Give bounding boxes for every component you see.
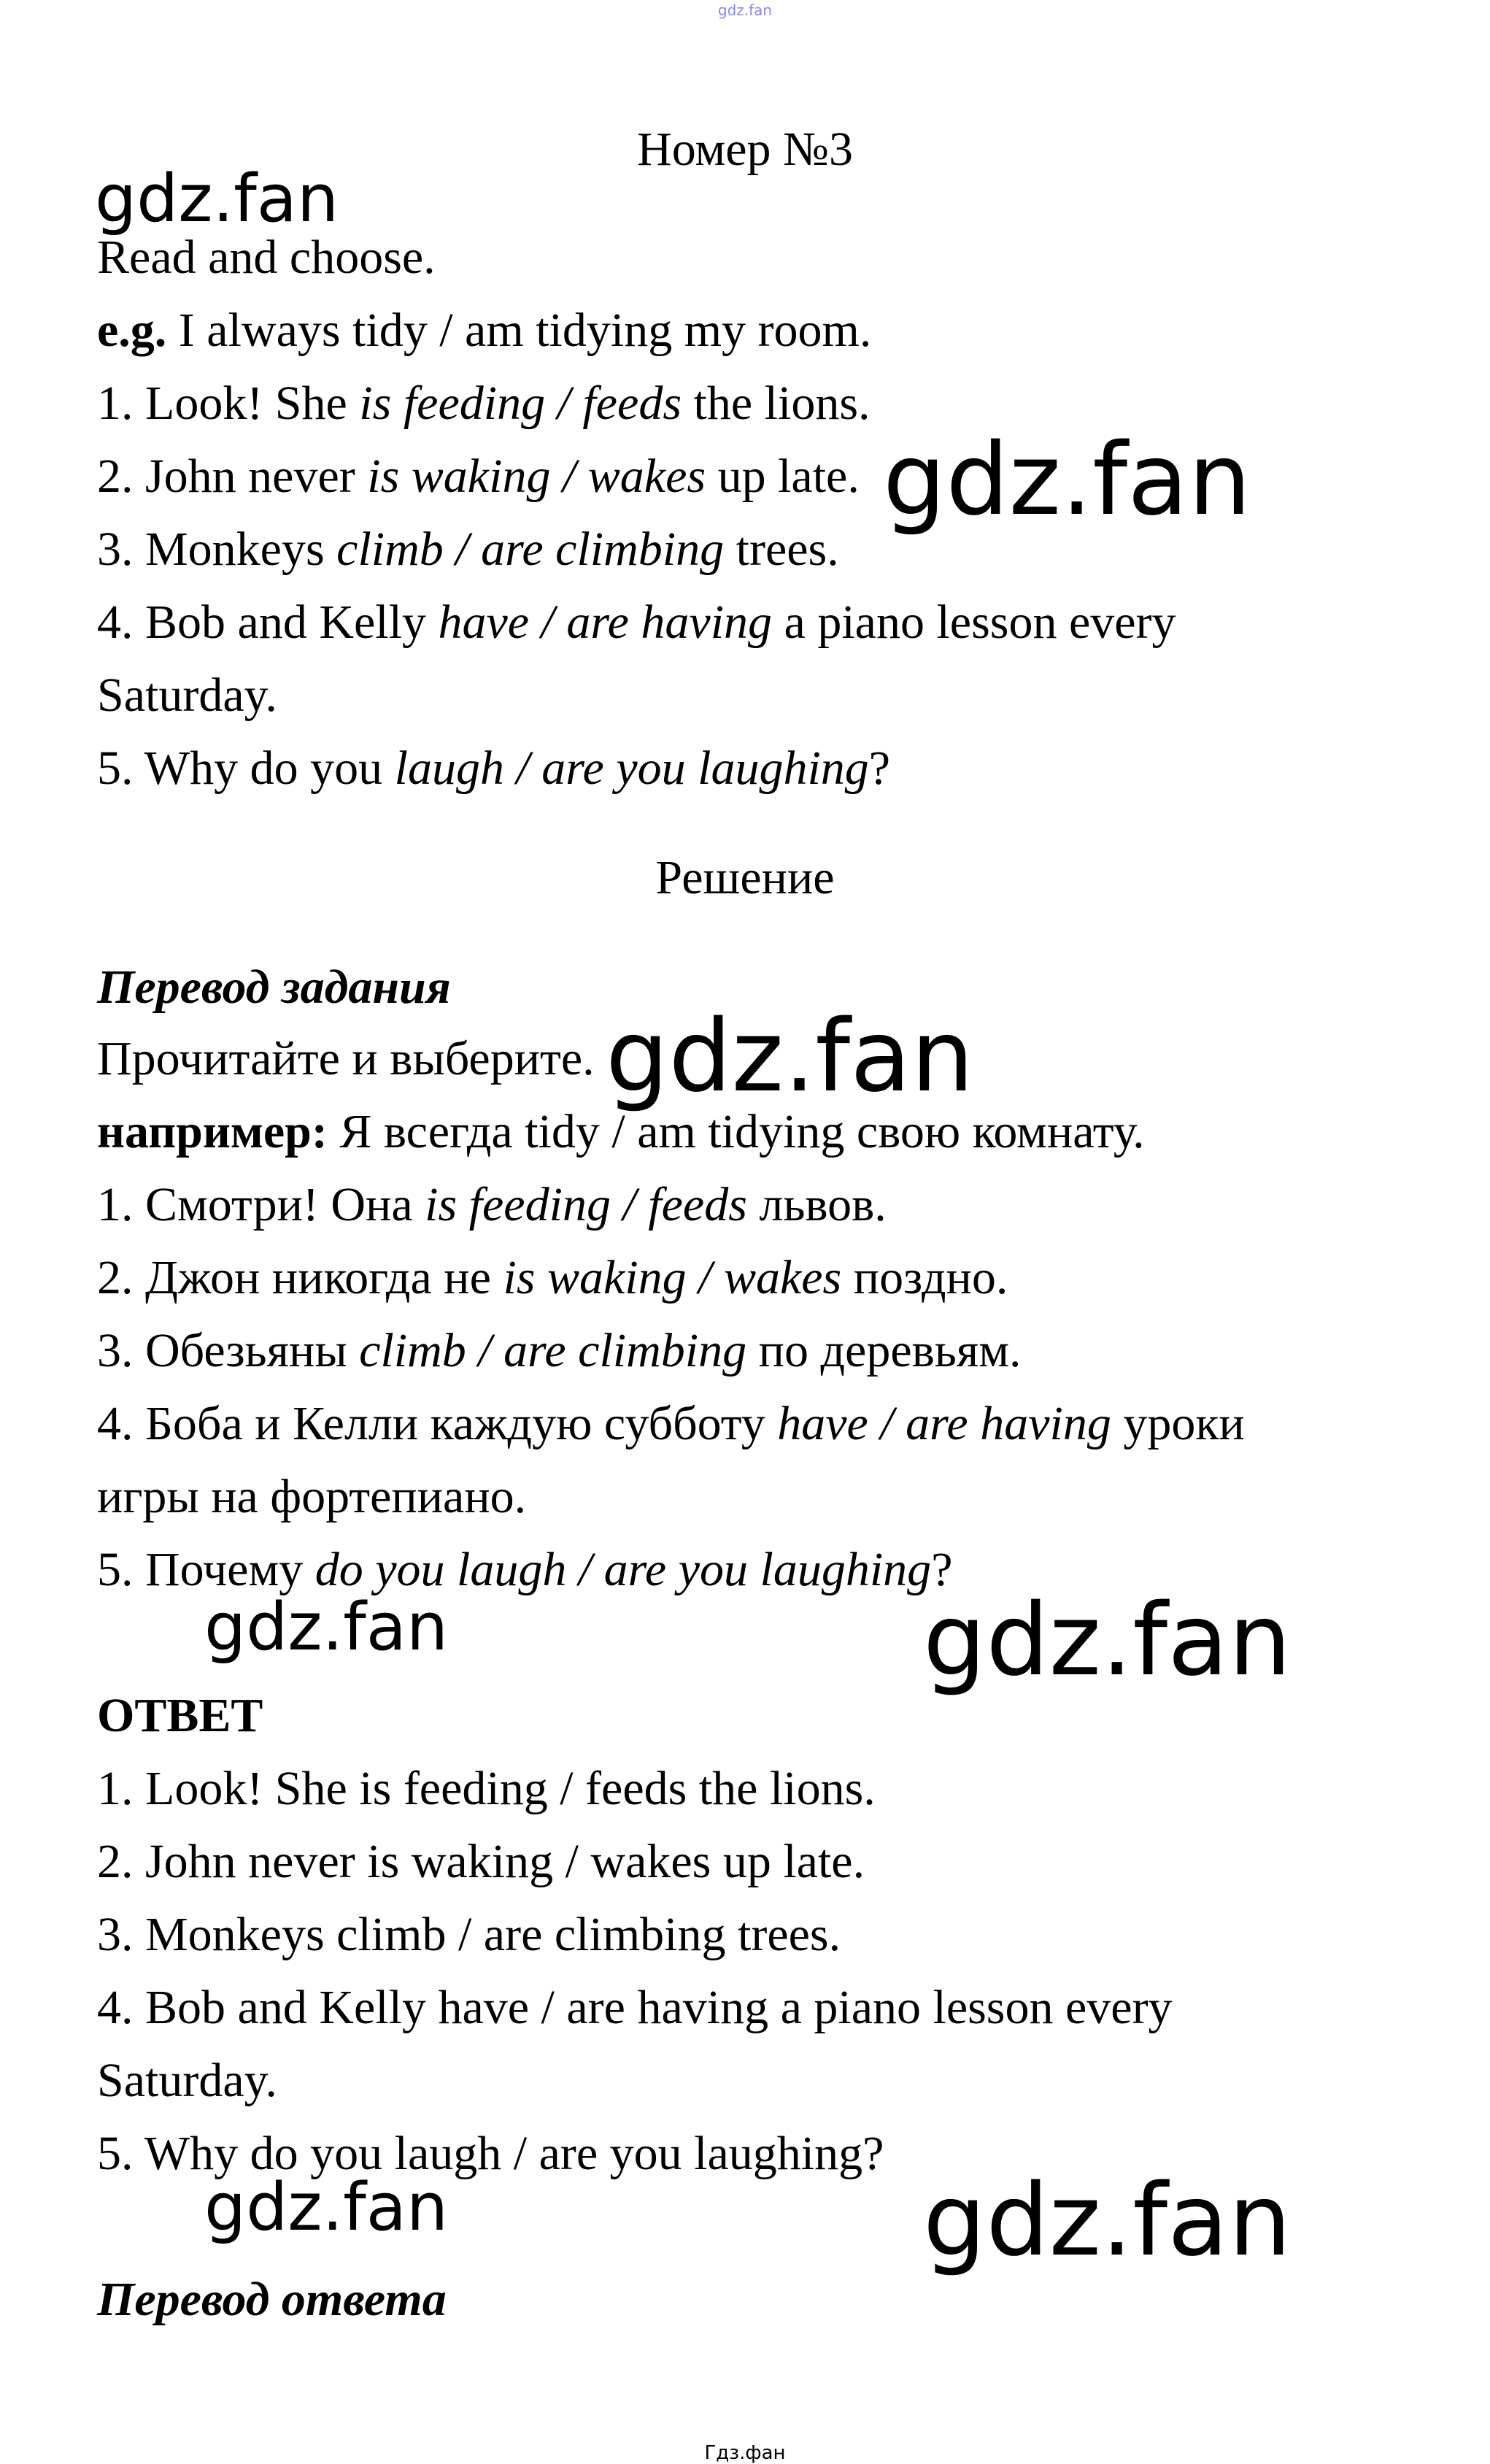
translation-options: is feeding / feeds xyxy=(425,1178,747,1231)
exercise-options: have / are having xyxy=(438,596,773,649)
example-line xyxy=(97,304,872,357)
translation-line xyxy=(97,1543,953,1596)
translation-text: 3. Обезьяны xyxy=(97,1324,360,1377)
translation-text: ? xyxy=(931,1543,953,1596)
exercise-line xyxy=(97,525,839,574)
example-prefix: например: xyxy=(97,1105,328,1158)
translation-line xyxy=(97,1470,527,1523)
answer-heading: ОТВЕТ xyxy=(97,1689,263,1742)
exercise-options: laugh / are you laughing xyxy=(394,742,869,795)
translation-line xyxy=(97,1397,1245,1450)
translation-options: climb / are climbing xyxy=(359,1324,747,1377)
exercise-text: 2. John never xyxy=(97,450,368,503)
exercise-text: 5. Why do you xyxy=(97,742,395,795)
watermark: gdz.fan xyxy=(95,161,339,237)
translation-options: have / are having xyxy=(777,1397,1111,1450)
exercise-text: Saturday. xyxy=(97,669,277,722)
exercise-line xyxy=(97,598,1176,647)
exercise-text: ? xyxy=(868,742,891,795)
translation-text: 2. Джон никогда не xyxy=(97,1251,503,1304)
exercise-text: trees. xyxy=(724,523,839,576)
exercise-text: 3. Monkeys xyxy=(97,523,337,576)
translation-text: 1. Смотри! Она xyxy=(97,1178,425,1231)
exercise-options: climb / are climbing xyxy=(336,523,725,576)
exercise-text: 4. Bob and Kelly xyxy=(97,596,439,649)
example-text: Я всегда tidy / am tidying свою комнату. xyxy=(327,1105,1145,1158)
translation-line xyxy=(97,1178,887,1231)
exercise-line xyxy=(97,671,277,720)
answer-line: Saturday. xyxy=(97,2054,277,2107)
translation-text: уроки xyxy=(1111,1397,1245,1450)
watermark: gdz.fan xyxy=(923,2163,1292,2279)
exercise-text: up late. xyxy=(706,450,860,503)
exercise-options: is feeding / feeds xyxy=(359,377,682,430)
answer-line: 2. John never is waking / wakes up late. xyxy=(97,1835,865,1888)
page-title: Номер №3 xyxy=(637,123,853,176)
example-text: I always tidy / am tidying my room. xyxy=(166,304,872,357)
exercise-line xyxy=(97,377,871,430)
translation-options: is waking / wakes xyxy=(503,1251,842,1304)
watermark: gdz.fan xyxy=(606,999,974,1114)
exercise-text: a piano lesson every xyxy=(772,596,1176,649)
watermark: gdz.fan xyxy=(923,1583,1292,1698)
translation-options: do you laugh / are you laughing xyxy=(314,1543,932,1596)
watermark: gdz.fan xyxy=(883,423,1251,538)
translation-text: 4. Боба и Келли каждую субботу xyxy=(97,1397,778,1450)
exercise-options: is waking / wakes xyxy=(367,450,706,503)
exercise-text: the lions. xyxy=(682,377,871,430)
exercise-text: 1. Look! She xyxy=(97,377,360,430)
translation-text: игры на фортепиано. xyxy=(97,1470,527,1523)
exercise-line xyxy=(97,450,860,503)
translation-text: по деревьям. xyxy=(746,1324,1022,1377)
answer-translation-heading: Перевод ответа xyxy=(97,2273,447,2326)
solution-heading: Решение xyxy=(655,851,835,904)
translation-text: 5. Почему xyxy=(97,1543,315,1596)
task-translation-instruction: Прочитайте и выберите. xyxy=(97,1032,595,1085)
translation-line xyxy=(97,1324,1022,1377)
instruction: Read and choose. xyxy=(97,231,436,284)
translation-text: поздно. xyxy=(841,1251,1008,1304)
translation-line xyxy=(97,1251,1008,1304)
translation-text: львов. xyxy=(746,1178,887,1231)
task-translation-heading: Перевод задания xyxy=(97,960,451,1014)
example-prefix: e.g. xyxy=(97,304,167,357)
footer: Гдз.фан xyxy=(704,2442,786,2464)
exercise-line xyxy=(97,744,890,793)
top-watermark: gdz.fan xyxy=(717,1,773,19)
answer-line: 3. Monkeys climb / are climbing trees. xyxy=(97,1908,841,1961)
answer-line: 4. Bob and Kelly have / are having a piano lesson every xyxy=(97,1981,1173,2034)
answer-line: 5. Why do you laugh / are you laughing? xyxy=(97,2127,884,2180)
answer-line: 1. Look! She is feeding / feeds the lions. xyxy=(97,1762,876,1815)
watermark: gdz.fan xyxy=(204,2169,448,2246)
task-translation-example xyxy=(97,1105,1145,1158)
watermark: gdz.fan xyxy=(204,1589,448,1666)
